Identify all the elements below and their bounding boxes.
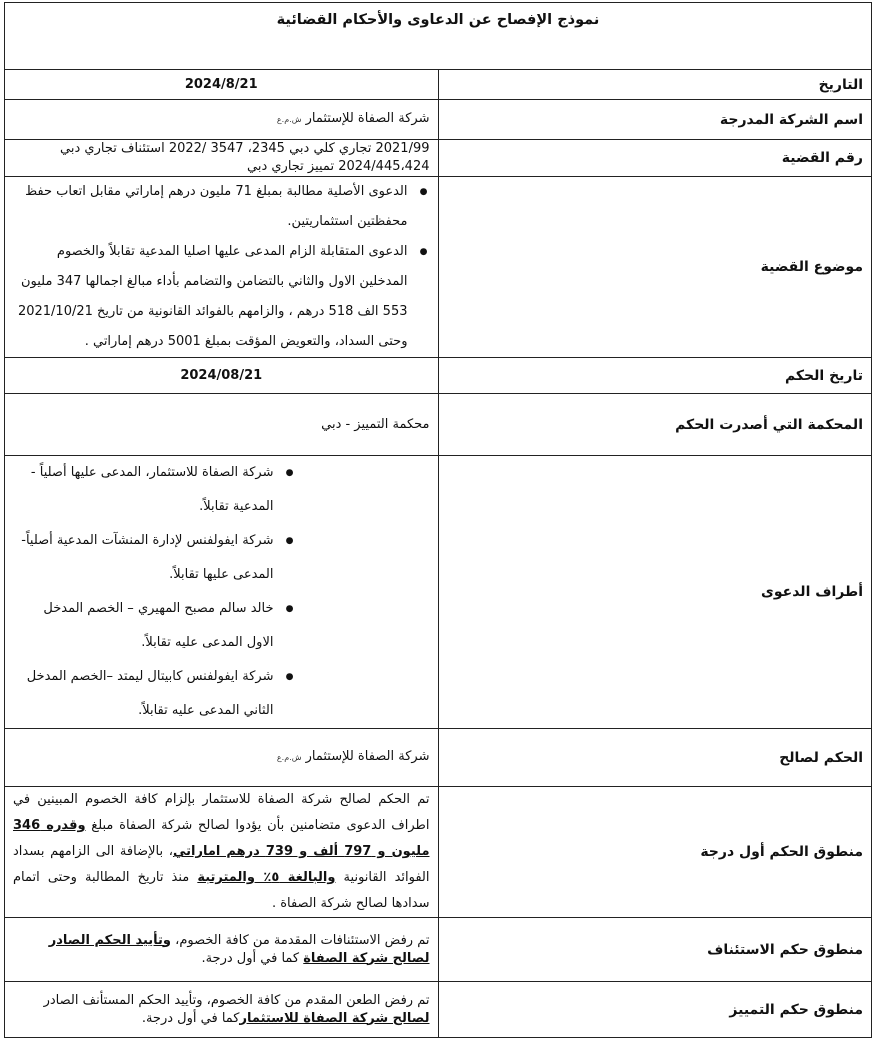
appeal-label: منطوق حكم الاستئناف: [438, 918, 872, 982]
date-label: التاريخ: [438, 70, 872, 100]
in-favor-value: شركة الصفاة للإستثمار: [305, 749, 430, 764]
company-value-cell: [5, 100, 439, 140]
appeal-highlight: وتأييد الحكم الصادر لصالح شركة الصفاة: [48, 932, 430, 966]
party-item: ● شركة الصفاة للاستثمار، المدعى عليها أصلياً - المدعية تقابلاً.: [13, 456, 278, 524]
appeal-part: كما في أول درجة.: [201, 950, 304, 966]
form-title: نموذج الإفصاح عن الدعاوى والأحكام القضائية: [5, 3, 872, 70]
case-subject-label: موضوع القضية: [438, 177, 872, 358]
case-number-label: رقم القضية: [438, 140, 872, 177]
first-degree-label: منطوق الحكم أول درجة: [438, 787, 872, 918]
parties-cell: [5, 456, 439, 729]
party-item: ● خالد سالم مصبح المهيري – الخصم المدخل الاول المدعى عليه تقابلاً.: [13, 592, 278, 660]
first-degree-text: [5, 787, 439, 918]
cassation-part: كما في أول درجة.: [141, 1010, 240, 1026]
cassation-part: تم رفض الطعن المقدم من كافة الخصوم، وتأييد الحكم المستأنف الصادر: [43, 992, 430, 1008]
first-degree-part: تم الحكم لصالح شركة الصفاة للاستثمار بإلزام كافة الخصوم المبينين في اطراف الدعوى متضامنين بأن يؤدوا لصالح شركة الصفاة مبلغ: [13, 792, 430, 833]
first-degree-interest: والبالغة ٥٪ والمترتبة: [197, 870, 336, 885]
case-subject-cell: [5, 177, 439, 358]
party-item: ● شركة ايفولفنس كابيتال ليمتد –الخصم المدخل الثاني المدعى عليه تقابلاً.: [13, 660, 278, 728]
cassation-text: [5, 982, 439, 1038]
company-label: اسم الشركة المدرجة: [438, 100, 872, 140]
cassation-highlight: لصالح شركة الصفاة للاستثمار: [239, 1010, 430, 1026]
date-value: 2024/8/21: [5, 70, 439, 100]
company-value: شركة الصفاة للإستثمار: [305, 111, 430, 126]
appeal-text: [5, 918, 439, 982]
disclosure-table: [4, 2, 872, 1038]
in-favor-cell: [5, 729, 439, 787]
cassation-label: منطوق حكم التمييز: [438, 982, 872, 1038]
in-favor-suffix: ش.م.ع: [276, 753, 302, 762]
company-suffix: ش.م.ع: [276, 115, 302, 124]
judgment-date-label: تاريخ الحكم: [438, 358, 872, 394]
first-degree-part: ، بالإضافة الى الزامهم بسداد الفوائد القانونية: [13, 844, 430, 885]
parties-label: أطراف الدعوى: [438, 456, 872, 729]
in-favor-label: الحكم لصالح: [438, 729, 872, 787]
disclosure-form: [4, 2, 872, 1038]
party-item: ● شركة ايفولفنس لإدارة المنشآت المدعية أصلياً- المدعى عليها تقابلاً.: [13, 524, 278, 592]
appeal-part: تم رفض الاستئنافات المقدمة من كافة الخصوم،: [171, 932, 430, 948]
judgment-date-value: 2024/08/21: [5, 358, 439, 394]
case-subject-item: ● الدعوى المتقابلة الزام المدعى عليها اصليا المدعية تقابلاً والخصوم المدخلين الاول والثاني بالتضامن والتضامم بأداء مبالغ اجمالها 347 مليون 553 الف 518 درهم ، والزامهم بالفوائد القانونية من تاريخ 2021/10/21 وحتى السداد، والتعويض المؤقت بمبلغ 5001 درهم إماراتي .: [13, 237, 412, 357]
court-label: المحكمة التي أصدرت الحكم: [438, 394, 872, 456]
court-value: محكمة التمييز - دبي: [5, 394, 439, 456]
case-subject-item: ● الدعوى الأصلية مطالبة بمبلغ 71 مليون درهم إماراتي مقابل اتعاب حفظ محفظتين استثماريتين.: [13, 177, 412, 237]
first-degree-part: منذ تاريخ المطالبة وحتى اتمام سدادها لصالح شركة الصفاة .: [13, 870, 430, 911]
case-number-value: 2021/99 تجاري كلي دبي 2345، 3547 /2022 استئناف تجاري دبي 2024/445،424 تمييز تجاري دبي: [5, 140, 439, 177]
first-degree-amount: وقدره 346 مليون و 797 ألف و 739 درهم اماراتي: [13, 818, 430, 859]
